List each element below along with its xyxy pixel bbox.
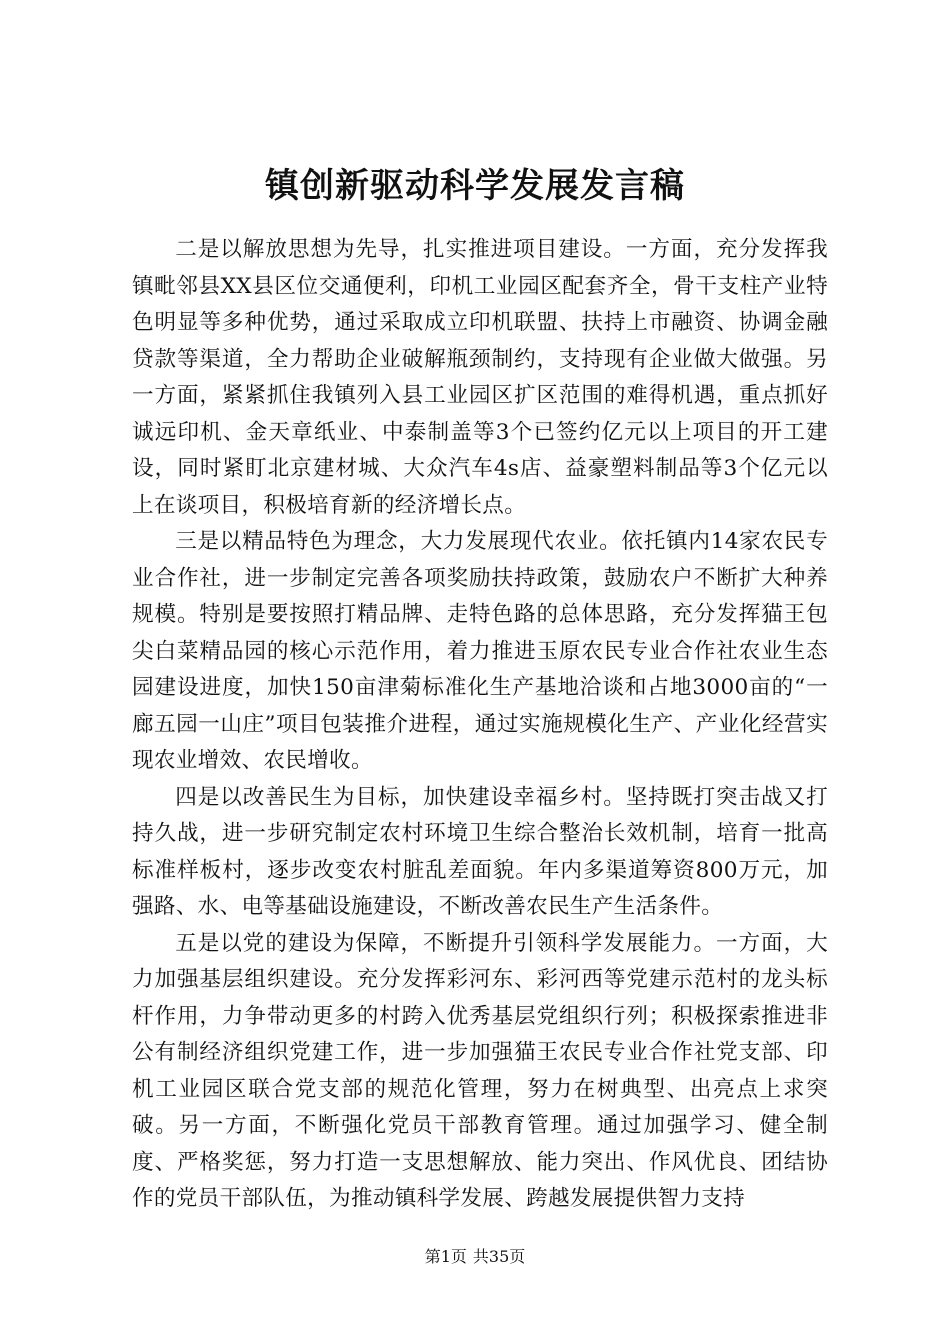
paragraph-modern-agriculture: 三是以精品特色为理念，大力发展现代农业。依托镇内14家农民专业合作社，进一步制定完善各项奖励扶持政策，鼓励农户不断扩大种养规模。特别是要按照打精品牌、走特色路的总体思路，充分发挥猫王包尖白菜精品园的核心示范作用，着力推进玉原农民专业合作社农业生态园建设进度，加快150亩津菊标准化生产基地洽谈和占地3000亩的“一廊五园一山庄”项目包装推介进程，通过实施规模化生产、产业化经营实现农业增效、农民增收。: [132, 529, 828, 773]
page-total: 共35页: [472, 1247, 526, 1266]
document-title: 镇创新驱动科学发展发言稿: [265, 166, 685, 206]
document-body: [132, 232, 828, 1218]
paragraph-happy-village: 四是以改善民生为目标，加快建设幸福乡村。坚持既打突击战又打持久战，进一步研究制定农村环境卫生综合整治长效机制，培育一批高标准样板村，逐步改变农村脏乱差面貌。年内多渠道筹资800万元，加强路、水、电等基础设施建设，不断改善农民生产生活条件。: [132, 784, 828, 919]
page-number: 第1页: [424, 1247, 467, 1266]
page-footer: [0, 1244, 950, 1267]
paragraph-party-building: 五是以党的建设为保障，不断提升引领科学发展能力。一方面，大力加强基层组织建设。充分发挥彩河东、彩河西等党建示范村的龙头标杆作用，力争带动更多的村跨入优秀基层党组织行列；积极探索推进非公有制经济组织党建工作，进一步加强猫王农民专业合作社党支部、印机工业园区联合党支部的规范化管理，努力在树典型、出亮点上求突破。另一方面，不断强化党员干部教育管理。通过加强学习、健全制度、严格奖惩，努力打造一支思想解放、能力突出、作风优良、团结协作的党员干部队伍，为推动镇科学发展、跨越发展提供智力支持: [132, 930, 828, 1211]
paragraph-project-construction: 二是以解放思想为先导，扎实推进项目建设。一方面，充分发挥我镇毗邻县XX县区位交通便利，印机工业园区配套齐全，骨干支柱产业特色明显等多种优势，通过采取成立印机联盟、扶持上市融资、协调金融贷款等渠道，全力帮助企业破解瓶颈制约，支持现有企业做大做强。另一方面，紧紧抓住我镇列入县工业园区扩区范围的难得机遇，重点抓好诚远印机、金天章纸业、中泰制盖等3个已签约亿元以上项目的开工建设，同时紧盯北京建材城、大众汽车4s店、益豪塑料制品等3个亿元以上在谈项目，积极培育新的经济增长点。: [132, 237, 828, 518]
